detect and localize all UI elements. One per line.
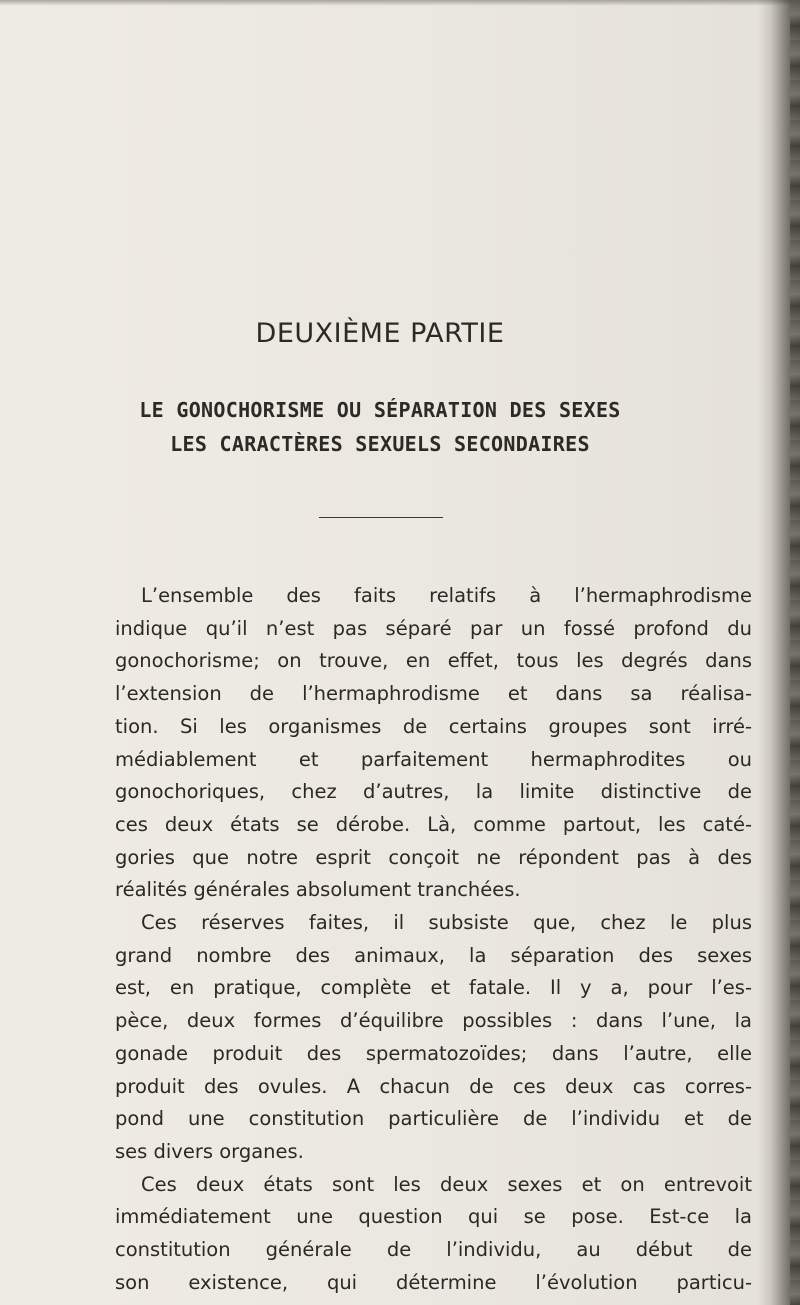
body-text bbox=[115, 580, 752, 1299]
section-divider-rule bbox=[319, 517, 443, 518]
text-line: Ces deux états sont les deux sexes et on entrevoit bbox=[141, 1172, 752, 1196]
text-line: immédiatement une question qui se pose. Est-ce la bbox=[115, 1205, 752, 1229]
text-line: gonochorisme; on trouve, en effet, tous les degrés dans bbox=[115, 649, 752, 673]
text-line: ces deux états se dérobe. Là, comme partout, les caté- bbox=[115, 812, 752, 836]
book-spine-edge bbox=[790, 0, 800, 1305]
text-line: ses divers organes. bbox=[115, 1139, 304, 1163]
text-line: réalités générales absolument tranchées. bbox=[115, 878, 521, 902]
page-top-shadow bbox=[0, 0, 800, 6]
text-line: est, en pratique, complète et fatale. Il y a, pour l’es- bbox=[115, 976, 752, 1000]
text-line: son existence, qui détermine l’évolution particu- bbox=[115, 1270, 752, 1294]
text-line: indique qu’il n’est pas séparé par un fossé profond du bbox=[115, 616, 752, 640]
text-line: médiablement et parfaitement hermaphrodites ou bbox=[115, 747, 752, 771]
section-subtitle-gonochorisme: LE GONOCHORISME OU SÉPARATION DES SEXES bbox=[139, 398, 621, 422]
text-line: L’ensemble des faits relatifs à l’hermaphrodisme bbox=[141, 584, 752, 607]
text-line: gonade produit des spermatozoïdes; dans l’autre, elle bbox=[115, 1041, 752, 1065]
text-line: tion. Si les organismes de certains groupes sont irré- bbox=[115, 714, 752, 738]
text-line: constitution générale de l’individu, au début de bbox=[115, 1238, 752, 1262]
text-line: pond une constitution particulière de l’individu et de bbox=[115, 1107, 752, 1131]
part-title: DEUXIÈME PARTIE bbox=[255, 318, 505, 349]
text-line: produit des ovules. A chacun de ces deux cas corres- bbox=[115, 1074, 752, 1098]
text-line: gonochoriques, chez d’autres, la limite distinctive de bbox=[115, 780, 752, 804]
text-line: Ces réserves faites, il subsiste que, chez le plus bbox=[141, 911, 752, 935]
section-subtitle-caracteres: LES CARACTÈRES SEXUELS SECONDAIRES bbox=[170, 432, 590, 456]
text-line: pèce, deux formes d’équilibre possibles : dans l’une, la bbox=[115, 1009, 752, 1033]
text-line: gories que notre esprit conçoit ne répondent pas à des bbox=[115, 845, 752, 869]
text-line: l’extension de l’hermaphrodisme et dans sa réalisa- bbox=[115, 682, 752, 706]
text-line: grand nombre des animaux, la séparation des sexes bbox=[115, 943, 752, 967]
